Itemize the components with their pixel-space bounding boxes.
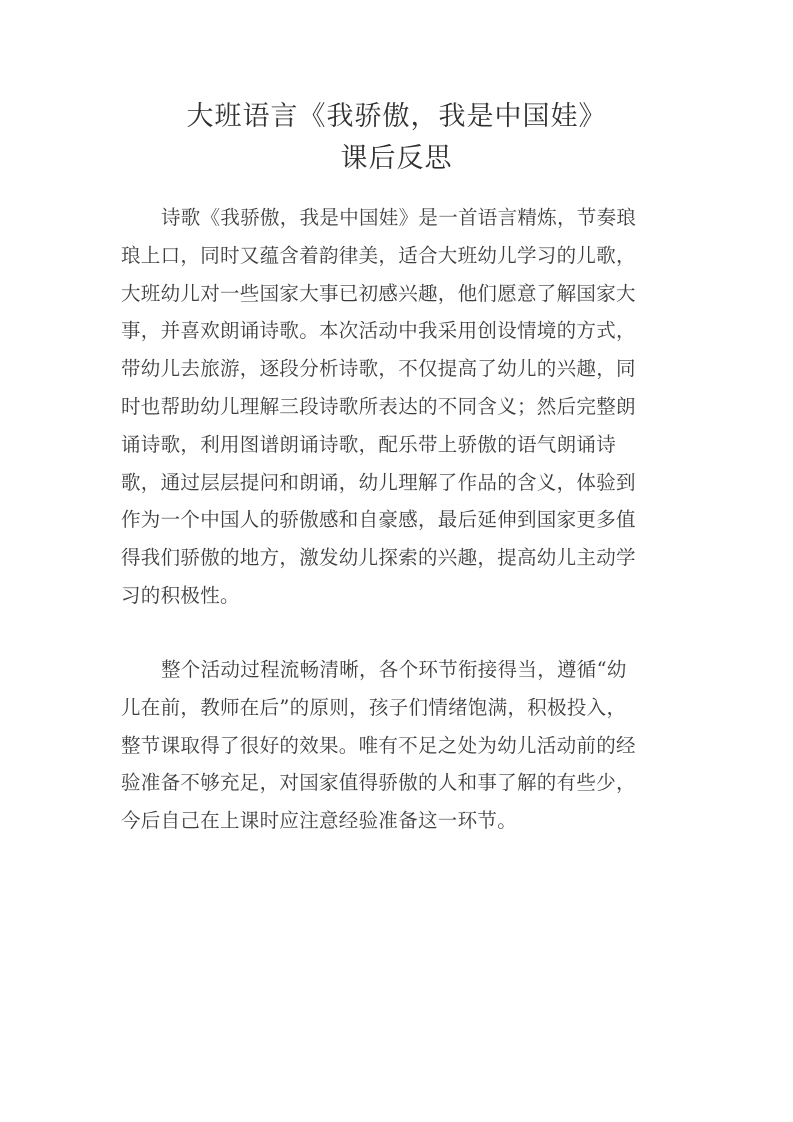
- paragraph-line: 得我们骄傲的地方，激发幼儿探索的兴趣，提高幼儿主动学: [121, 546, 636, 570]
- paragraph-line: 习的积极性。: [121, 583, 240, 607]
- paragraph-2: [121, 651, 681, 840]
- paragraph-1: [121, 199, 681, 615]
- paragraph-line: 琅上口，同时又蕴含着韵律美，适合大班幼儿学习的儿歌，: [121, 243, 636, 267]
- paragraph-line: 今后自己在上课时应注意经验准备这一环节。: [121, 809, 518, 833]
- paragraph-line: 验准备不够充足，对国家值得骄傲的人和事了解的有些少，: [121, 771, 636, 795]
- paragraph-line: 时也帮助幼儿理解三段诗歌所表达的不同含义；然后完整朗: [121, 394, 636, 418]
- title-line-2: 课后反思: [340, 143, 453, 174]
- paragraph-line: 歌，通过层层提问和朗诵，幼儿理解了作品的含义，体验到: [121, 470, 636, 494]
- paragraph-line: 诗歌《我骄傲，我是中国娃》是一首语言精炼，节奏琅: [161, 206, 637, 229]
- paragraph-line: 儿在前，教师在后”的原则，孩子们情绪饱满，积极投入，: [121, 695, 627, 719]
- title-line-1: 大班语言《我骄傲，我是中国娃》: [186, 101, 607, 132]
- paragraph-line: 整个活动过程流畅清晰，各个环节衔接得当，遵循“幼: [161, 658, 627, 681]
- paragraph-line: 大班幼儿对一些国家大事已初感兴趣，他们愿意了解国家大: [121, 281, 636, 305]
- paragraph-line: 整节课取得了很好的效果。唯有不足之处为幼儿活动前的经: [121, 733, 636, 757]
- paragraph-line: 带幼儿去旅游，逐段分析诗歌，不仅提高了幼儿的兴趣，同: [121, 357, 636, 381]
- paragraph-line: 作为一个中国人的骄傲感和自豪感，最后延伸到国家更多值: [121, 508, 636, 532]
- document-title: [0, 96, 793, 180]
- paragraph-line: 事，并喜欢朗诵诗歌。本次活动中我采用创设情境的方式，: [121, 319, 636, 343]
- paragraph-line: 诵诗歌，利用图谱朗诵诗歌，配乐带上骄傲的语气朗诵诗: [121, 432, 617, 456]
